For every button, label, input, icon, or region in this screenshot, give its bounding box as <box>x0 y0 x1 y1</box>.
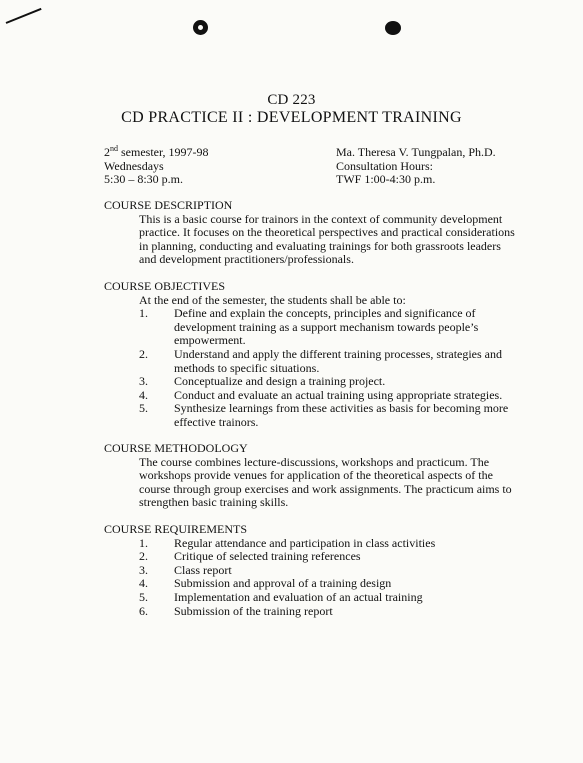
description-section <box>104 199 524 267</box>
item-text: Implementation and evaluation of an actual training <box>174 589 423 604</box>
list-item <box>139 564 520 578</box>
list-item <box>139 402 520 429</box>
schedule-block <box>104 146 209 187</box>
item-number: 1. <box>139 535 148 550</box>
item-text: Synthesize learnings from these activities as basis for becoming more effective trainors. <box>174 401 509 429</box>
requirements-list <box>139 537 520 619</box>
pen-stroke-mark <box>6 8 42 24</box>
item-text: Conduct and evaluate an actual training using appropriate strategies. <box>174 387 503 402</box>
item-number: 4. <box>139 576 148 591</box>
item-text: Submission of the training report <box>174 603 333 618</box>
list-item <box>139 577 520 591</box>
item-number: 5. <box>139 401 148 416</box>
schedule-time: 5:30 – 8:30 p.m. <box>104 172 184 187</box>
list-item <box>139 550 520 564</box>
requirements-heading: COURSE REQUIREMENTS <box>104 522 248 536</box>
objectives-intro: At the end of the semester, the students shall be able to: <box>139 292 406 307</box>
list-item <box>139 591 520 605</box>
list-item <box>139 375 520 389</box>
item-text: Regular attendance and participation in class activities <box>174 535 436 550</box>
semester-rest: semester, 1997-98 <box>118 145 209 159</box>
semester-line <box>104 146 209 160</box>
methodology-heading: COURSE METHODOLOGY <box>104 441 248 455</box>
description-text: This is a basic course for trainors in the context of community development practice. It focuses on the theoretical perspectives and practical considerations in planning, conducting and evaluating trainings for both grassroots leaders and development practitioners/professionals. <box>139 211 515 267</box>
list-item <box>139 537 520 551</box>
item-text: Conceptualize and design a training project. <box>174 374 386 389</box>
item-text: Class report <box>174 562 232 577</box>
objectives-list <box>139 307 520 429</box>
objectives-section <box>104 280 524 430</box>
punch-hole-right <box>385 21 401 35</box>
semester-suffix: nd <box>110 144 118 153</box>
punch-hole-left <box>193 20 208 35</box>
item-text: Define and explain the concepts, principles and significance of development training as a support mechanism towards people’s empowerment. <box>174 306 479 348</box>
item-number: 4. <box>139 387 148 402</box>
objectives-heading: COURSE OBJECTIVES <box>104 279 226 293</box>
item-text: Submission and approval of a training design <box>174 576 392 591</box>
instructor-name: Ma. Theresa V. Tungpalan, Ph.D. <box>336 145 496 159</box>
consultation-label: Consultation Hours: <box>336 158 434 173</box>
list-item <box>139 605 520 619</box>
item-number: 3. <box>139 374 148 389</box>
item-text: Critique of selected training references <box>174 549 361 564</box>
course-code: CD 223 <box>267 92 316 108</box>
schedule-day: Wednesdays <box>104 158 164 173</box>
description-heading: COURSE DESCRIPTION <box>104 198 233 212</box>
item-number: 2. <box>139 346 148 361</box>
semester-ordinal: 2 <box>104 145 110 159</box>
consultation-time: TWF 1:00-4:30 p.m. <box>336 172 436 187</box>
requirements-section <box>104 523 524 618</box>
item-number: 6. <box>139 603 148 618</box>
instructor-block <box>336 146 496 187</box>
list-item <box>139 389 520 403</box>
methodology-text: The course combines lecture-discussions, workshops and practicum. The workshops provide venues for application of the theoretical aspects of the course through group exercises and work assignments. The practicum aims to strengthen basic training skills. <box>139 454 512 510</box>
item-number: 2. <box>139 549 148 564</box>
item-number: 3. <box>139 562 148 577</box>
course-title: CD PRACTICE II : DEVELOPMENT TRAINING <box>121 109 462 126</box>
item-text: Understand and apply the different training processes, strategies and methods to specific situations. <box>174 346 503 375</box>
item-number: 1. <box>139 306 148 321</box>
list-item <box>139 348 520 375</box>
item-number: 5. <box>139 589 148 604</box>
methodology-section <box>104 442 524 510</box>
list-item <box>139 307 520 348</box>
